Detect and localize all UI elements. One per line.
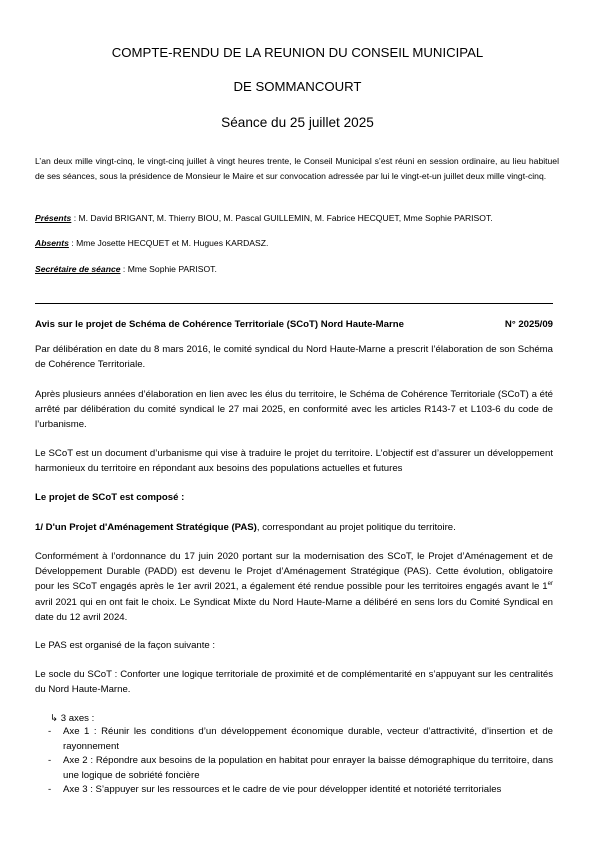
list-item (40, 725, 553, 754)
socle-paragraph: Le socle du SCoT : Conforter une logique territoriale de proximité et de complémentarité en s’appuyant sur les centralités du Nord Haute-Marne. (35, 669, 553, 696)
deliberation-heading (35, 317, 553, 332)
separator-line (35, 303, 553, 304)
presents-text: : M. David BRIGANT, M. Thierry BIOU, M. Pascal GUILLEMIN, M. Fabrice HECQUET, Mme Sophie PARISOT. (71, 213, 493, 223)
absents-text: : Mme Josette HECQUET et M. Hugues KARDASZ. (68, 238, 269, 248)
absents-line (35, 236, 559, 251)
pas-heading-bold: 1/ D'un Projet d'Aménagement Stratégique (PAS) (35, 522, 257, 533)
ordonnance-text-b: avril 2021 qui en ont fait le choix. Le Syndicat Mixte du Nord Haute-Marne a délibéré en sens lors du Comité Syndical en date du 12 avril 2024. (35, 596, 553, 623)
composition-heading: Le projet de SCoT est composé : (35, 492, 185, 503)
pas-heading (35, 520, 553, 535)
commune-name: DE SOMMANCOURT (233, 79, 362, 94)
ordonnance-sup: er (547, 581, 553, 588)
absents-label: Absents (35, 238, 69, 248)
list-item (40, 783, 553, 798)
paragraph-3: Le SCoT est un document d’urbanisme qui vise à traduire le projet du territoire. L’objectif est d’assurer un développement harmonieux du territoire en répondant aux besoins des populations actuelles et futures (35, 448, 553, 475)
paragraph-ordonnance (35, 549, 553, 625)
paragraph-2: Après plusieurs années d’élaboration en lien avec les élus du territoire, le Schéma de Cohérence Territoriale (SCoT) a été arrêté par délibération du comité syndical le 27 mai 2025, en conformité avec les articles R143-7 et L103-6 du code de l’urbanisme. (35, 389, 553, 431)
deliberation-number: N° 2025/09 (504, 319, 553, 330)
pas-heading-rest: , correspondant au projet politique du territoire. (256, 522, 456, 533)
axes-list (40, 725, 553, 798)
axe-text: Axe 2 : Répondre aux besoins de la population en habitat pour enrayer la baisse démographique du territoire, dans une logique de sobriété foncière (63, 755, 553, 781)
dash-bullet: - (48, 755, 52, 767)
pas-organisation: Le PAS est organisé de la façon suivante : (35, 640, 216, 651)
dash-bullet: - (48, 726, 52, 737)
axe-text: Axe 1 : Réunir les conditions d’un développement économique durable, vecteur d’attractivité, d’insertion et de rayonnement (63, 726, 553, 752)
ordonnance-text-a: Conformément à l’ordonnance du 17 juin 2020 portant sur la modernisation des SCoT, le Projet d’Aménagement et de Développement Durable (PADD) est devenu le Projet d’Aménagement Stratégique (PAS). Cette évolution, obligatoire pour les SCoT engagés après le 1er avril 2021, a également été rendue possible pour les territoires engagés avant le 1 (35, 551, 553, 593)
session-date: Séance du 25 juillet 2025 (221, 115, 374, 130)
list-item (40, 754, 553, 783)
secretaire-label: Secrétaire de séance (35, 264, 121, 274)
presents-label: Présents (35, 213, 72, 223)
deliberation-title: Avis sur le projet de Schéma de Cohérence Territoriale (SCoT) Nord Haute-Marne (35, 319, 404, 330)
presents-line (35, 211, 559, 226)
axe-text: Axe 3 : S’appuyer sur les ressources et le cadre de vie pour développer identité et notoriété territoriales (63, 784, 502, 796)
intro-paragraph: L’an deux mille vingt-cinq, le vingt-cinq juillet à vingt heures trente, le Conseil Municipal s’est réuni en session ordinaire, au lieu habituel de ses séances, sous la présidence de Monsieur le Maire et sur convocation adressée par lui le vingt-et-un juillet deux mille vingt-cinq. (35, 156, 559, 182)
arrow-icon: ↳ (50, 713, 59, 724)
paragraph-1: Par délibération en date du 8 mars 2016, le comité syndical du Nord Haute-Marne a prescrit l’élaboration de son Schéma de Cohérence Territoriale. (35, 344, 553, 371)
axes-heading (50, 711, 94, 726)
secretaire-text: : Mme Sophie PARISOT. (120, 264, 217, 274)
document-title: COMPTE-RENDU DE LA REUNION DU CONSEIL MUNICIPAL (111, 45, 484, 60)
dash-bullet: - (48, 784, 52, 796)
axes-label: 3 axes : (58, 713, 95, 724)
secretaire-line (35, 262, 559, 277)
